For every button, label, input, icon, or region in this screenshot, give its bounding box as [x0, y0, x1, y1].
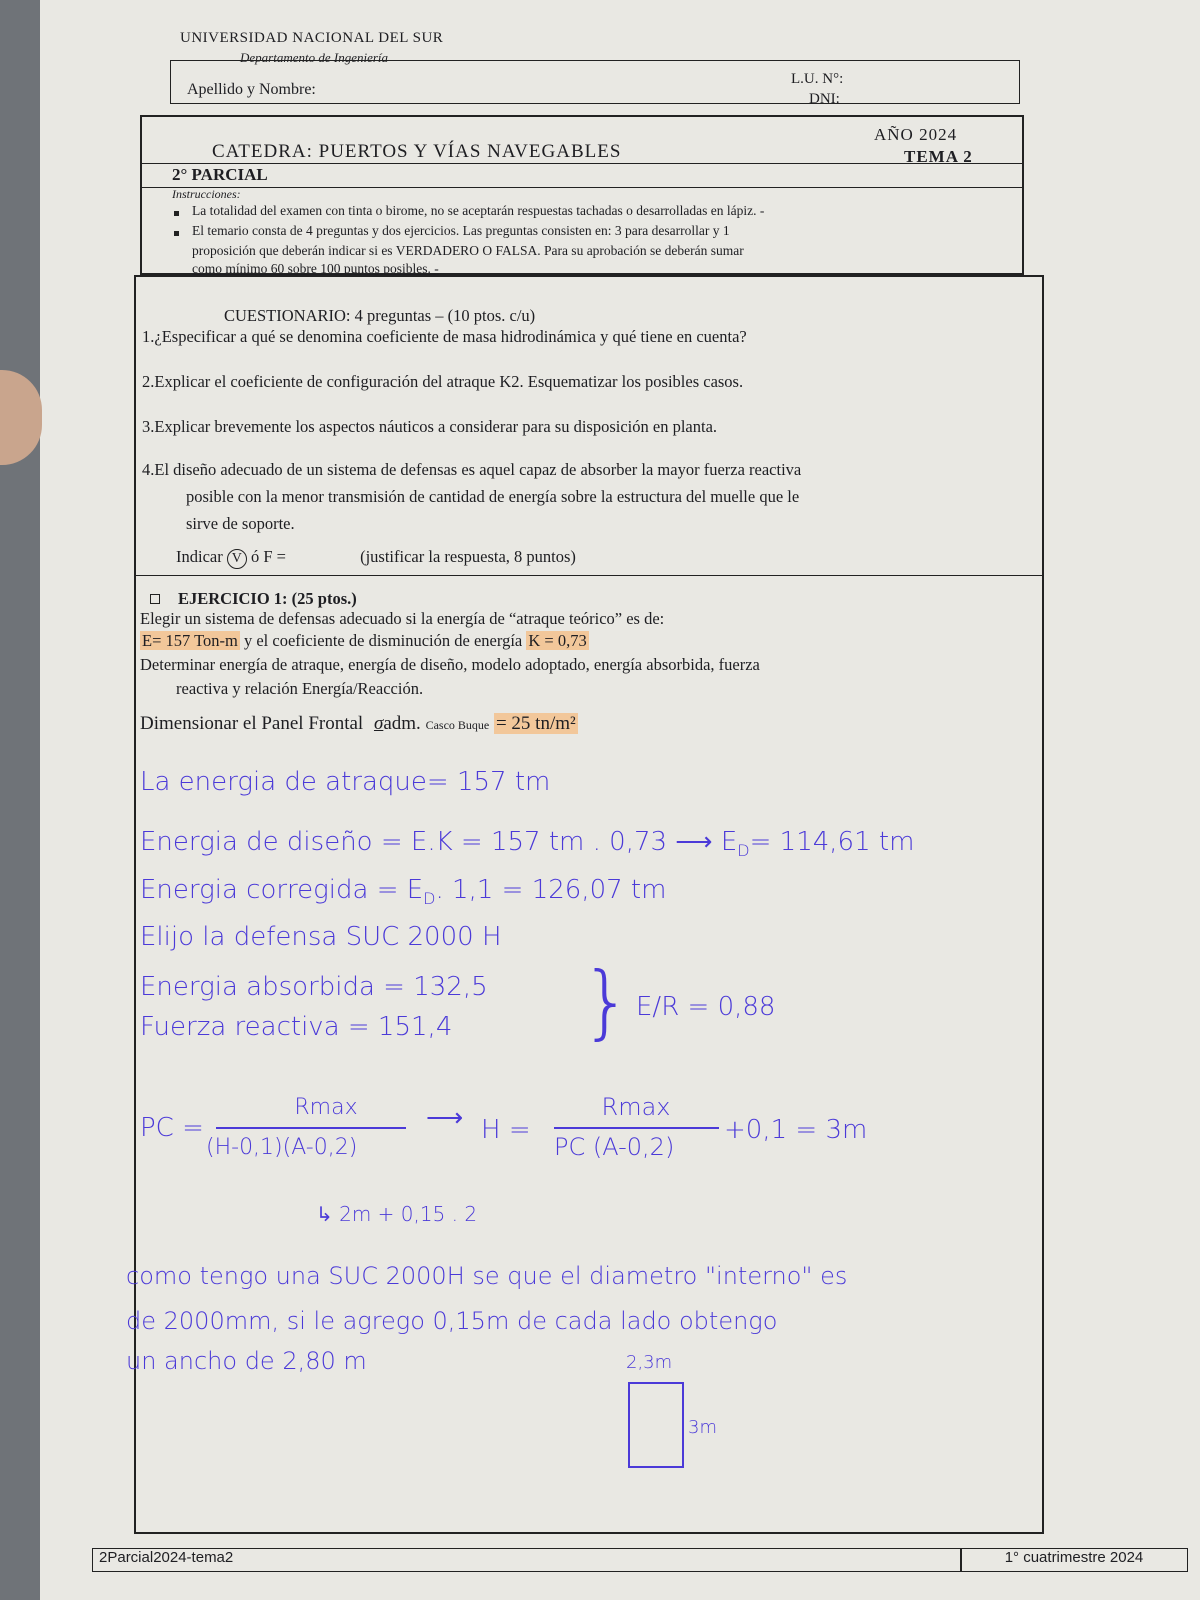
brace-symbol: }	[581, 955, 632, 1048]
handwriting-line-1: La energia de atraque= 157 tm	[140, 767, 551, 797]
questionnaire-title: CUESTIONARIO: 4 preguntas – (10 ptos. c/u)	[224, 306, 536, 325]
exam-body	[126, 275, 1044, 1534]
pc-denominator: (H-0,1)(A-0,2)	[206, 1135, 358, 1160]
department-name: Departamento de Ingeniería	[240, 50, 389, 65]
exam-header	[140, 115, 1024, 275]
exercise-line-2	[140, 631, 589, 651]
false-label: ó F =	[250, 547, 286, 566]
arrow-icon: ⟶	[426, 1103, 464, 1133]
name-label: Apellido y Nombre:	[187, 81, 316, 98]
question-1: 1.¿Especificar a qué se denomina coeficiente de masa hidrodinámica y qué tiene en cuenta?	[142, 327, 747, 346]
footer-left: 2Parcial2024-tema2	[92, 1548, 962, 1572]
exercise-line-3: Determinar energía de atraque, energía de diseño, modelo adoptado, energía absorbida, fuerza	[140, 655, 760, 674]
question-4-cont: sirve de soporte.	[186, 514, 295, 533]
exercise-title: EJERCICIO 1: (25 ptos.)	[150, 589, 357, 609]
h-result: +0,1 = 3m	[724, 1115, 868, 1145]
true-false-line	[176, 547, 576, 569]
fraction-bar	[216, 1127, 406, 1129]
ratio-result: E/R = 0,88	[636, 992, 776, 1022]
paragraph-line-3: un ancho de 2,80 m	[126, 1347, 367, 1375]
course-title: CATEDRA: PUERTOS Y VÍAS NAVEGABLES	[212, 141, 622, 162]
thumb	[0, 370, 42, 465]
paragraph-line-1: como tengo una SUC 2000H se que el diametro "interno" es	[126, 1262, 848, 1290]
handwriting-line-3: Energia corregida = $E_D$. 1,1 = 126,07 tm	[140, 875, 667, 909]
checkbox-icon	[150, 594, 160, 604]
exercise-line-4: reactiva y relación Energía/Reacción.	[176, 679, 424, 698]
panel-line: Dimensionar el Panel Frontal σadm. Casco Buque = 25 tn/m²	[140, 713, 576, 734]
dni-label: DNI:	[809, 91, 840, 107]
true-mark-circle: V	[227, 549, 247, 569]
instruction-line: como mínimo 60 sobre 100 puntos posibles. -	[192, 261, 439, 276]
tema-label: TEMA 2	[904, 147, 973, 166]
h-numerator: Rmax	[601, 1093, 671, 1121]
pc-label: PC =	[140, 1113, 204, 1143]
coef-text: y el coeficiente de disminución de energía	[243, 631, 523, 650]
question-3: 3.Explicar brevemente los aspectos náuticos a considerar para su disposición en planta.	[142, 417, 718, 436]
handwriting-line-5: Energia absorbida = 132,5	[140, 972, 488, 1002]
indicar-label: Indicar	[176, 547, 223, 566]
dimension-height: 3m	[688, 1417, 717, 1438]
handwriting-line-6: Fuerza reactiva = 151,4	[140, 1012, 453, 1042]
instruction-line: proposición que deberán indicar si es VERDADERO O FALSA. Para su aprobación se deberán sumar	[192, 243, 744, 258]
fraction-bar	[554, 1127, 719, 1129]
student-info-box	[170, 60, 1020, 107]
substitution-note: ↳ 2m + 0,15 . 2	[316, 1202, 478, 1226]
divider	[142, 163, 1022, 164]
instructions-title: Instrucciones:	[172, 187, 241, 201]
h-denominator: PC (A-0,2)	[554, 1133, 675, 1161]
dimension-width: 2,3m	[626, 1352, 673, 1373]
energy-value: E= 157 Ton-m	[142, 631, 238, 650]
parcial-label: 2° PARCIAL	[172, 165, 268, 184]
question-2: 2.Explicar el coeficiente de configuración del atraque K2. Esquematizar los posibles casos.	[142, 372, 744, 391]
university-name: UNIVERSIDAD NACIONAL DEL SUR	[180, 30, 444, 46]
exercise-line-1: Elegir un sistema de defensas adecuado si la energía de “atraque teórico” es de:	[140, 609, 665, 628]
pc-numerator: Rmax	[294, 1095, 358, 1120]
k-value: K = 0,73	[528, 631, 587, 650]
bullet-icon	[174, 211, 179, 216]
paragraph-line-2: de 2000mm, si le agrego 0,15m de cada lado obtengo	[126, 1307, 778, 1335]
footer-right: 1° cuatrimestre 2024	[960, 1548, 1188, 1572]
justify-note: (justificar la respuesta, 8 puntos)	[360, 547, 576, 566]
panel-sketch	[628, 1382, 684, 1468]
handwriting-line-2: Energia de diseño = E.K = 157 tm . 0,73 ⟶ $E_D= 114,61$ tm	[140, 827, 915, 861]
instruction-line: El temario consta de 4 preguntas y dos ejercicios. Las preguntas consisten en: 3 para desarrollar y 1	[192, 223, 730, 238]
handwriting-line-4: Elijo la defensa SUC 2000 H	[140, 922, 502, 952]
instruction-line: La totalidad del examen con tinta o birome, no se aceptarán respuestas tachadas o desarrolladas en lápiz. -	[192, 203, 765, 218]
question-4: 4.El diseño adecuado de un sistema de defensas es aquel capaz de absorber la mayor fuerza reactiva	[142, 460, 802, 479]
lu-label: L.U. N°:	[791, 71, 844, 87]
divider	[142, 187, 1022, 188]
divider	[136, 575, 1042, 576]
bullet-icon	[174, 231, 179, 236]
sigma-value: = 25 tn/m²	[495, 713, 576, 734]
year-label: AÑO 2024	[874, 125, 958, 144]
h-label: H =	[481, 1115, 531, 1145]
question-4-cont: posible con la menor transmisión de cantidad de energía sobre la estructura del muelle que le	[186, 487, 800, 506]
